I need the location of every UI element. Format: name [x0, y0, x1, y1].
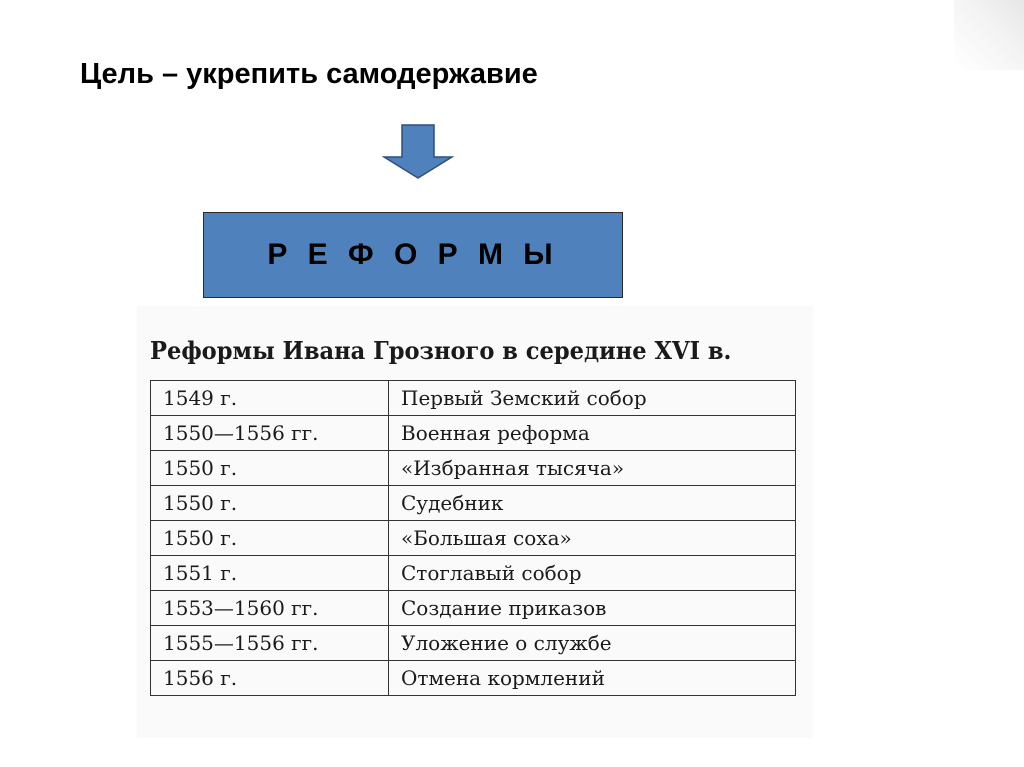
reform-event: «Избранная тысяча» [389, 451, 796, 486]
table-row [151, 451, 796, 486]
reform-event: Судебник [389, 486, 796, 521]
table-row [151, 521, 796, 556]
reform-event: Военная реформа [389, 416, 796, 451]
down-arrow-icon [382, 124, 454, 180]
table-row [151, 556, 796, 591]
reform-event: Первый Земский собор [389, 381, 796, 416]
table-row [151, 381, 796, 416]
reform-date: 1549 г. [151, 381, 389, 416]
table-row [151, 591, 796, 626]
reform-date: 1550 г. [151, 521, 389, 556]
reform-event: Создание приказов [389, 591, 796, 626]
reforms-table [150, 380, 796, 696]
reforms-label: Р Е Ф О Р М Ы [267, 238, 559, 271]
reform-date: 1556 г. [151, 661, 389, 696]
slide-title: Цель – укрепить самодержавие [80, 58, 538, 90]
reform-date: 1555—1556 гг. [151, 626, 389, 661]
reform-event: Уложение о службе [389, 626, 796, 661]
table-row [151, 661, 796, 696]
table-row [151, 416, 796, 451]
reform-date: 1553—1560 гг. [151, 591, 389, 626]
reform-event: «Большая соха» [389, 521, 796, 556]
reform-event: Отмена кормлений [389, 661, 796, 696]
reform-date: 1550—1556 гг. [151, 416, 389, 451]
reforms-box [203, 212, 623, 298]
table-row [151, 486, 796, 521]
table-title: Реформы Ивана Грозного в середине XVI в. [150, 336, 732, 365]
reform-date: 1550 г. [151, 486, 389, 521]
reform-date: 1550 г. [151, 451, 389, 486]
corner-decoration [954, 0, 1024, 70]
reform-event: Стоглавый собор [389, 556, 796, 591]
table-row [151, 626, 796, 661]
reform-date: 1551 г. [151, 556, 389, 591]
